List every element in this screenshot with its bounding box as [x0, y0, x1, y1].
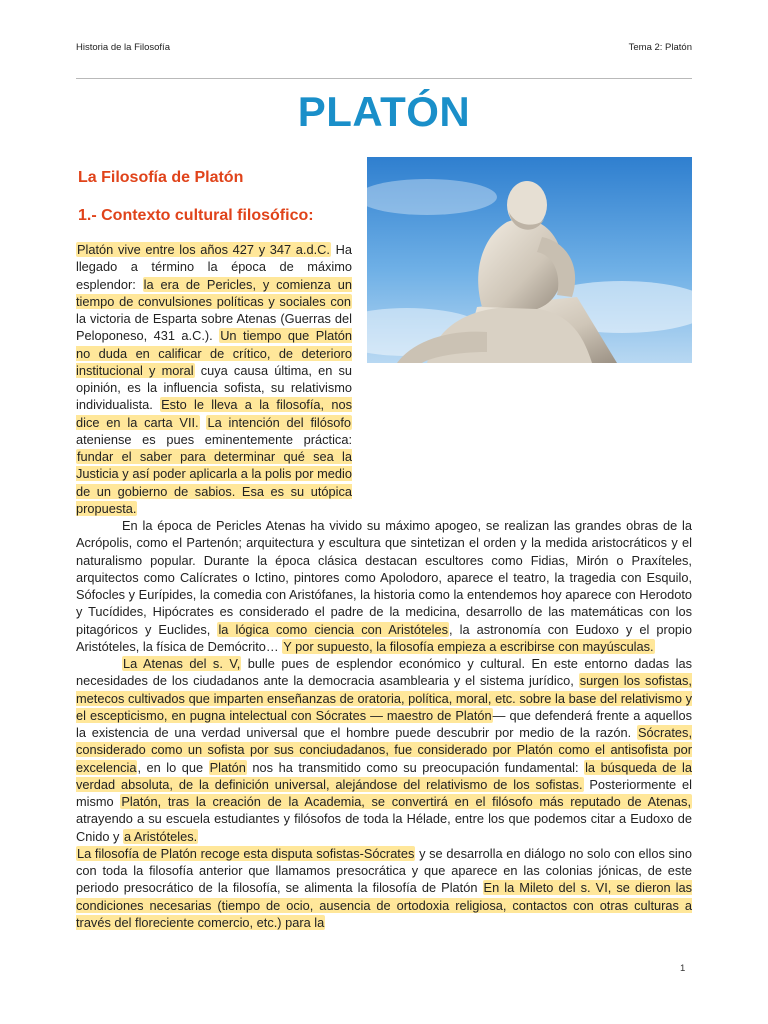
text-run: , la astronomía con Eudoxo y el propio Aristóteles, la física de Demócrito… [76, 621, 693, 654]
text-run: Ha llegado a término la época de máximo esplendor: [76, 242, 352, 292]
highlight: La intención del filósofo [207, 414, 352, 430]
highlight: Platón vive entre los años 427 y 347 a.d.C. [77, 242, 330, 257]
text-run: nos ha transmitido como su preocupación fundamental: [246, 759, 585, 775]
text-run: En la época de Pericles Atenas ha vivido su máximo apogeo, se realizan las grandes obras de la Acrópolis, como el Partenón; arquitectura y escultura que sintetizan el orden y la medida aristocráticos y el naturalismo popular. Durante la época clásica destacan escultores como Fidias, Mirón o Praxíteles, arquitectos como Calícrates o Ictino, pintores como Apolodoro, aparece el teatro, la tragedia con Esquilo, Sófocles y Eurípides, la comedia con Aristófanes, la historia como la entendemos hoy aparece con Herodoto y Tucídides, Hipócrates es considerado el padre de la medicina, desarrollo de las matemáticas con los pitagóricos y Euclides, [76, 518, 692, 637]
highlight: Esto le lleva a la filosofía, nos dice en la carta VII. [76, 397, 352, 430]
highlight: la búsqueda de la verdad absoluta, de la definición universal, alejándose del relativismo de los sofistas. [76, 759, 692, 792]
highlight: surgen los sofistas, metecos cultivados que imparten enseñanzas de oratoria, política, moral, etc. sobre la base del relativismo y el escepticismo, en pugna intelectual con Sócrates — maestro de Platón [76, 673, 692, 723]
body-text [76, 241, 692, 931]
header-course: Historia de la Filosofía [76, 42, 170, 53]
highlight: la lógica como ciencia con Aristóteles [218, 621, 448, 637]
highlight: Un tiempo que Platón no duda en calificar de crítico, de deterioro institucional y moral [76, 328, 352, 378]
text-run: la victoria de Esparta sobre Atenas (Guerras del Peloponeso, 431 a.C.). [76, 311, 352, 344]
section-heading: 1.- Contexto cultural filosófico: [78, 207, 314, 224]
highlight: La filosofía de Platón recoge esta disputa sofistas-Sócrates [77, 845, 415, 861]
page-number: 1 [680, 963, 686, 974]
highlight: fundar el saber para determinar qué sea la Justicia y así poder aplicarla a la polis por medio de un gobierno de sabios. Esa es su utópica propuesta. [76, 449, 352, 516]
highlight: Y por supuesto, la filosofía empieza a escribirse con mayúsculas. [283, 638, 654, 654]
highlight: a Aristóteles. [123, 828, 198, 844]
highlight: Sócrates, considerado como un sofista por sus conciudadanos, fue considerado por Platón como el antisofista por excelencia [76, 725, 692, 775]
page-title: PLATÓN [297, 88, 471, 135]
subtitle: La Filosofía de Platón [78, 169, 244, 186]
highlight: la era de Pericles, y comienza un tiempo de convulsiones políticas y sociales con [76, 276, 352, 309]
page-header [76, 42, 692, 56]
text-run: atrayendo a su escuela estudiantes y filósofos de toda la Hélade, entre los que podemos citar a Eudoxo de Cnido y [76, 811, 692, 844]
paragraph-presocratics [76, 845, 692, 931]
text-run: , en lo que [137, 759, 209, 775]
text-run: bulle pues de esplendor económico y cultural. En este entorno dadas las necesidades de los ciudadanos ante la democracia asamblearia y el sistema jurídico, [76, 656, 692, 689]
header-topic: Tema 2: Platón [628, 42, 692, 53]
text-run: y se desarrolla en diálogo no solo con ellos sino con toda la filosofía anterior que llamamos presocrática y que aparece en las colonias jónicas, de este periodo presocrático de la filosofía, se alimenta la filosofía de Platón [76, 845, 692, 896]
highlight: La Atenas del s. V, [123, 656, 241, 671]
intro-paragraph [76, 241, 352, 517]
paragraph-sofistas [76, 655, 692, 845]
highlight: Platón, tras la creación de la Academia, se convertirá en el filósofo más reputado de Atenas, [121, 794, 692, 809]
paragraph-pericles [76, 517, 692, 655]
text-run: ateniense es pues eminentemente práctica: [76, 431, 352, 447]
highlight: En la Mileto del s. VI, se dieron las condiciones necesarias (tiempo de ocio, ausencia de ortodoxia religiosa, contactos con otras culturas a través del floreciente comercio, etc.) para la [76, 880, 692, 930]
text-run: cuya causa última, en su opinión, es la influencia sofista, su relativismo individualista. [76, 362, 352, 413]
header-divider [76, 78, 692, 79]
text-run: Posteriormente el mismo [76, 776, 693, 809]
highlight: Platón [209, 759, 246, 775]
text-run: — que defenderá frente a aquellos la existencia de una verdad universal que el hombre puede descubrir por medio de la razón. [76, 707, 692, 740]
